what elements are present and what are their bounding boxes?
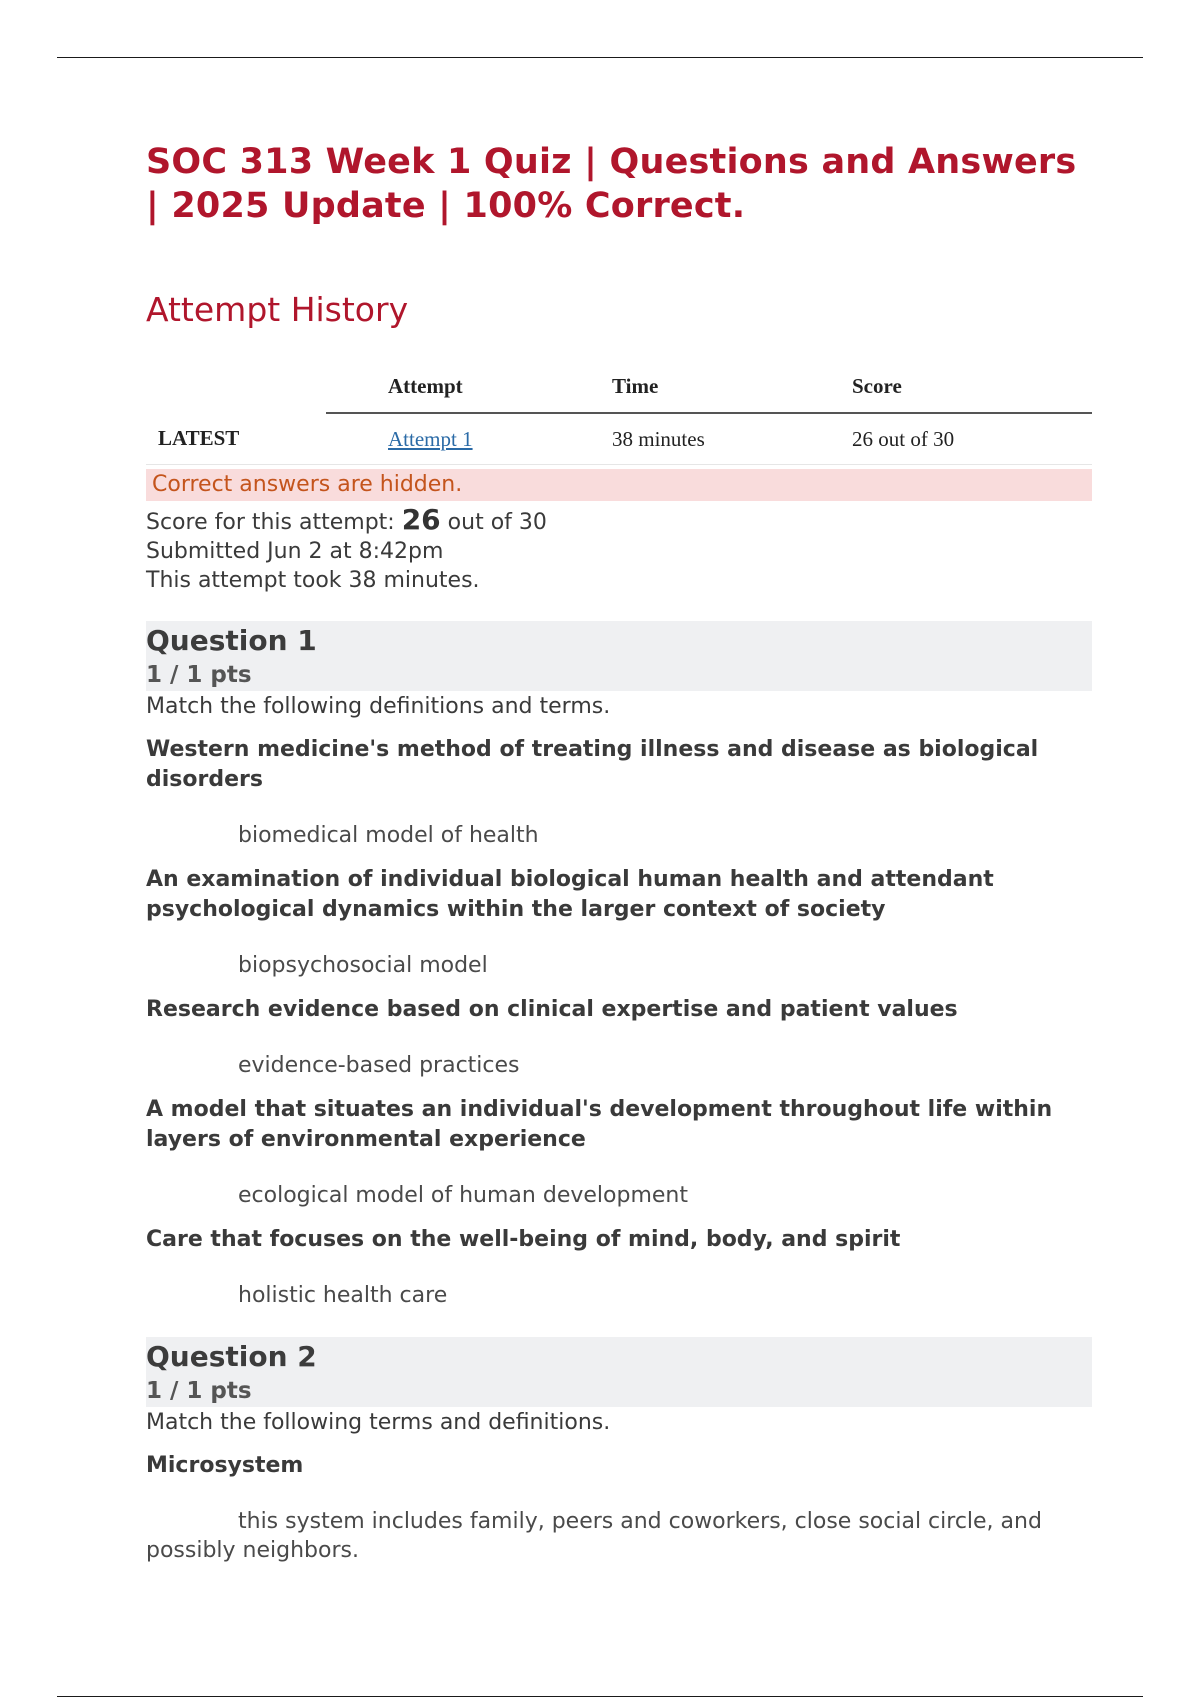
match-term: Western medicine's method of treating illness and disease as biological disorders — [146, 737, 1039, 792]
document-title: SOC 313 Week 1 Quiz | Questions and Answers | 2025 Update | 100% Correct. — [146, 142, 1077, 226]
attempt-link[interactable]: Attempt 1 — [388, 426, 473, 451]
attempt-time: 38 minutes — [612, 413, 852, 465]
top-rule — [57, 57, 1143, 58]
score-line — [146, 505, 1092, 537]
question-prompt: Match the following terms and definitions. — [146, 1410, 611, 1435]
question-1 — [146, 621, 1092, 1311]
column-header-blank — [146, 360, 326, 413]
question-title: Question 2 — [146, 1340, 317, 1373]
document-body — [146, 140, 1092, 1565]
match-term: Microsystem — [146, 1453, 304, 1478]
attempt-history-heading: Attempt History — [146, 290, 409, 329]
question-2 — [146, 1337, 1092, 1565]
duration-line: This attempt took 38 minutes. — [146, 568, 480, 593]
match-answer: this system includes family, peers and coworkers, close social circle, and possibly neighbors. — [146, 1509, 1042, 1563]
question-header — [146, 1337, 1092, 1407]
question-prompt: Match the following definitions and terms. — [146, 694, 611, 719]
question-header — [146, 621, 1092, 691]
match-answer: evidence-based practices — [238, 1053, 520, 1078]
submitted-line: Submitted Jun 2 at 8:42pm — [146, 539, 444, 564]
match-answer: biopsychosocial model — [238, 953, 488, 978]
column-header-time: Time — [612, 360, 852, 413]
score-suffix: out of 30 — [447, 510, 547, 535]
attempt-history-table — [146, 360, 1092, 465]
match-answer: holistic health care — [238, 1283, 448, 1308]
match-answer: ecological model of human development — [238, 1183, 688, 1208]
attempt-score: 26 out of 30 — [852, 413, 1092, 465]
question-points: 1 / 1 pts — [146, 1378, 252, 1404]
bottom-rule — [57, 1696, 1143, 1697]
match-term: An examination of individual biological human health and attendant psychological dynamics within the larger context of society — [146, 867, 994, 922]
column-header-score: Score — [852, 360, 1092, 413]
match-answer: biomedical model of health — [238, 823, 539, 848]
question-title: Question 1 — [146, 624, 317, 657]
row-label: LATEST — [146, 413, 326, 465]
answers-hidden-notice: Correct answers are hidden. — [146, 469, 1092, 501]
question-points: 1 / 1 pts — [146, 662, 252, 688]
attempt-summary — [146, 505, 1092, 595]
match-term: A model that situates an individual's development throughout life within layers of environmental experience — [146, 1097, 1053, 1152]
score-value: 26 — [401, 503, 441, 536]
column-header-attempt: Attempt — [326, 360, 612, 413]
match-term: Care that focuses on the well-being of mind, body, and spirit — [146, 1227, 901, 1252]
table-row — [146, 413, 1092, 465]
score-prefix: Score for this attempt: — [146, 510, 395, 535]
match-term: Research evidence based on clinical expertise and patient values — [146, 997, 958, 1022]
